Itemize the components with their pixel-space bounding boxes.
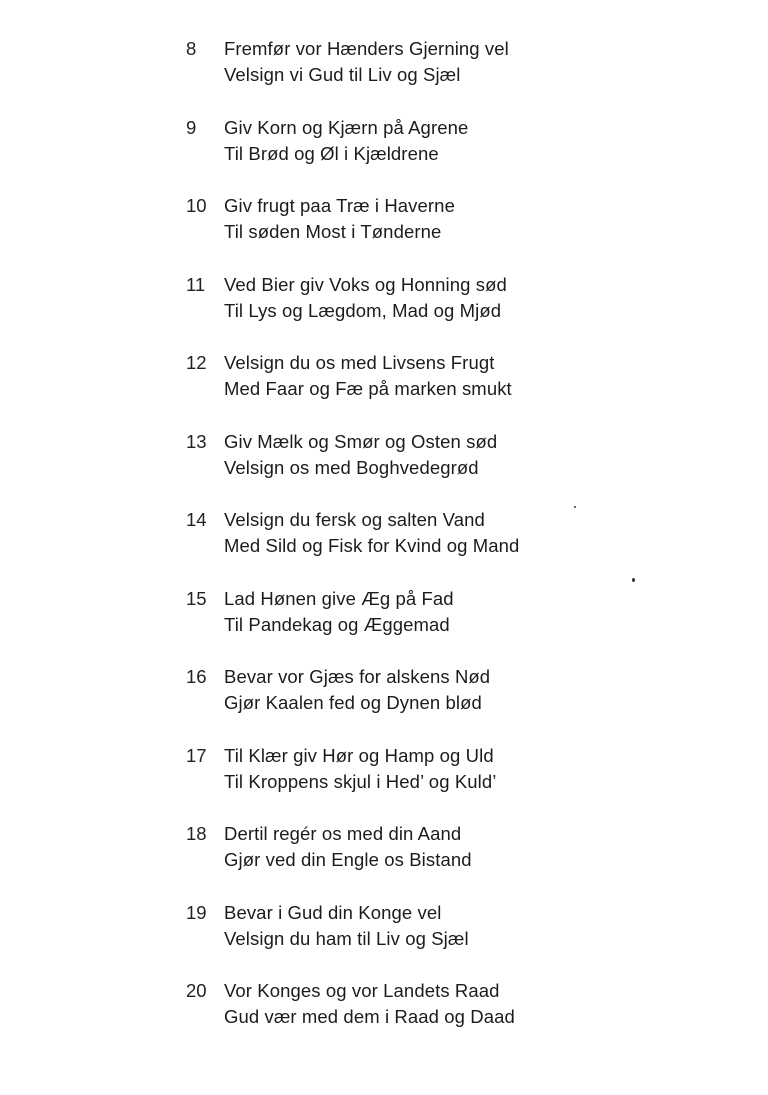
verse-item xyxy=(186,507,746,586)
verse-item xyxy=(186,586,746,665)
verse-line: Velsign vi Gud til Liv og Sjæl xyxy=(224,64,461,85)
verse-lines xyxy=(224,978,515,1057)
verse-number: 12 xyxy=(186,352,207,373)
verse-lines xyxy=(224,664,490,743)
verse-line: Velsign os med Boghvedegrød xyxy=(224,456,479,478)
verse-lines xyxy=(224,429,497,508)
verse-lines xyxy=(224,193,455,272)
verse-line: Velsign du ham til Liv og Sjæl xyxy=(224,927,469,949)
verse-lines xyxy=(224,507,519,586)
verse-line: Til Klær giv Hør og Hamp og Uld xyxy=(224,744,494,766)
verse-item xyxy=(186,350,746,429)
verse-item xyxy=(186,193,746,272)
verse-lines xyxy=(224,350,512,429)
verse-lines xyxy=(224,586,454,665)
verse-line: Gjør ved din Engle os Bistand xyxy=(224,849,472,870)
verse-lines xyxy=(224,900,469,979)
verse-number: 10 xyxy=(186,195,207,216)
verse-item xyxy=(186,821,746,900)
verse-line: Giv frugt paa Træ i Haverne xyxy=(224,195,455,216)
verse-number: 16 xyxy=(186,666,207,687)
verse-number: 8 xyxy=(186,38,197,59)
verse-line: Til Brød og Øl i Kjældrene xyxy=(224,142,439,164)
verse-line: Dertil regér os med din Aand xyxy=(224,823,462,844)
verse-line: Ved Bier giv Voks og Honning sød xyxy=(224,273,507,295)
verse-lines xyxy=(224,115,468,194)
verse-item xyxy=(186,115,746,194)
verse-line: Bevar vor Gjæs for alskens Nød xyxy=(224,666,491,687)
verse-number: 19 xyxy=(186,901,207,923)
verse-lines xyxy=(224,36,509,115)
scan-speck xyxy=(574,506,576,508)
verse-list xyxy=(186,36,746,1057)
verse-number: 14 xyxy=(186,509,207,530)
verse-line: Til søden Most i Tønderne xyxy=(224,221,442,242)
verse-lines xyxy=(224,272,507,351)
verse-line: Gud vær med dem i Raad og Daad xyxy=(224,1006,515,1027)
verse-line: Vor Konges og vor Landets Raad xyxy=(224,980,500,1001)
verse-number: 13 xyxy=(186,430,207,452)
verse-lines xyxy=(224,743,496,822)
verse-line: Giv Mælk og Smør og Osten sød xyxy=(224,430,498,452)
verse-number: 17 xyxy=(186,744,207,766)
verse-line: Velsign du fersk og salten Vand xyxy=(224,509,485,530)
verse-number: 18 xyxy=(186,823,207,844)
verse-lines xyxy=(224,821,472,900)
verse-line: Bevar i Gud din Konge vel xyxy=(224,901,442,923)
verse-line: Gjør Kaalen fed og Dynen blød xyxy=(224,692,482,713)
scan-speck xyxy=(632,578,635,582)
verse-number: 9 xyxy=(186,116,197,138)
verse-line: Fremfør vor Hænders Gjerning vel xyxy=(224,38,509,59)
verse-number: 11 xyxy=(186,273,206,295)
verse-item xyxy=(186,978,746,1057)
verse-line: Med Sild og Fisk for Kvind og Mand xyxy=(224,535,520,556)
verse-line: Giv Korn og Kjærn på Agrene xyxy=(224,116,469,138)
verse-line: Til Kroppens skjul i Hed’ og Kuld’ xyxy=(224,770,497,792)
verse-number: 20 xyxy=(186,980,207,1001)
verse-line: Lad Hønen give Æg på Fad xyxy=(224,587,454,609)
verse-item xyxy=(186,429,746,508)
verse-item xyxy=(186,664,746,743)
verse-line: Til Pandekag og Æggemad xyxy=(224,613,450,635)
verse-item xyxy=(186,36,746,115)
verse-number: 15 xyxy=(186,587,207,609)
verse-item xyxy=(186,900,746,979)
verse-item xyxy=(186,272,746,351)
verse-line: Til Lys og Lægdom, Mad og Mjød xyxy=(224,299,502,321)
verse-item xyxy=(186,743,746,822)
verse-line: Velsign du os med Livsens Frugt xyxy=(224,352,495,373)
verse-line: Med Faar og Fæ på marken smukt xyxy=(224,378,512,399)
